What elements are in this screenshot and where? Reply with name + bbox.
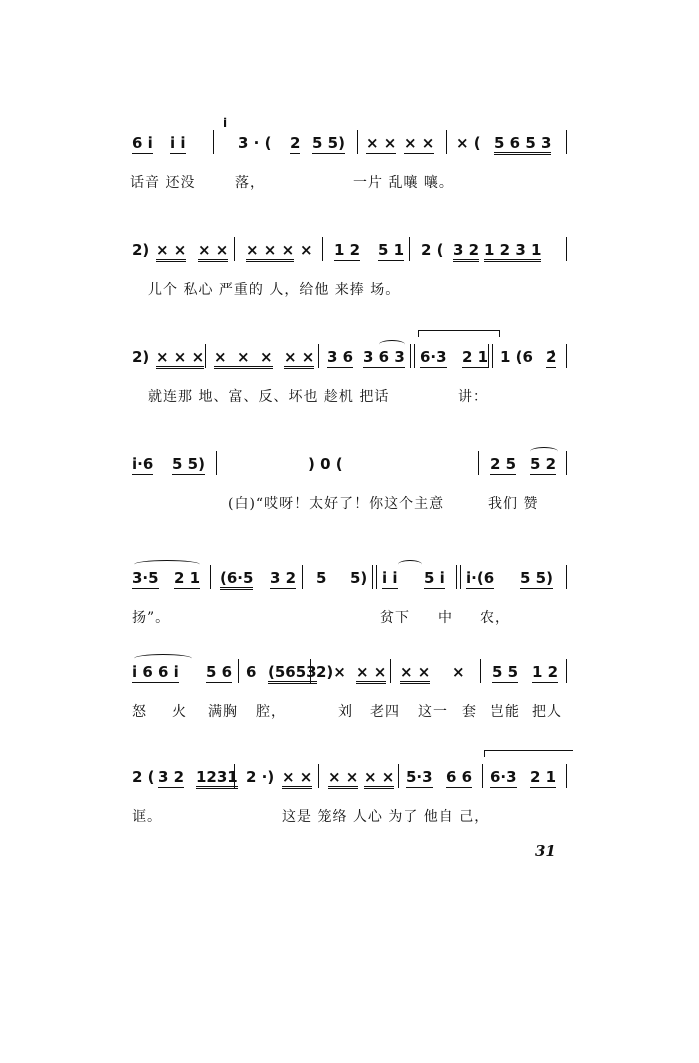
- note-group: 2)×: [316, 663, 346, 681]
- note-group: 6 i̇: [132, 134, 153, 152]
- barline: [210, 565, 211, 589]
- bracket-mark: [484, 750, 573, 757]
- note-group: 3 · (: [238, 134, 272, 152]
- barline: [216, 451, 217, 475]
- barline: [213, 130, 214, 154]
- lyric-text: 满胸: [208, 704, 238, 720]
- barline: [566, 237, 567, 261]
- lyric-text: 把人: [532, 704, 562, 720]
- note-group: i̇·6: [132, 455, 154, 473]
- note-group: 6·3: [490, 768, 517, 786]
- barline: [410, 344, 415, 368]
- note-group: ×: [452, 663, 465, 681]
- barline: [446, 130, 447, 154]
- barline: [372, 565, 377, 589]
- note-group: 2 ·): [246, 768, 275, 786]
- lyric-text: 中: [438, 610, 453, 626]
- note-group: 3 2: [158, 768, 185, 786]
- slur-mark: [379, 340, 405, 349]
- note-group: × ×: [198, 241, 228, 262]
- lyric-text: 农，: [480, 610, 510, 626]
- barline: [205, 344, 206, 368]
- lyric-text: 岂能: [490, 704, 520, 720]
- barline: [480, 659, 481, 683]
- notation-line-4: [0, 449, 699, 479]
- note-group: × ×: [364, 768, 394, 789]
- note-group: 2 (: [421, 241, 444, 259]
- slur-mark: [134, 560, 200, 569]
- note-group: 5 5): [312, 134, 345, 152]
- note-group: 6: [246, 663, 257, 681]
- note-group: 5): [350, 569, 368, 587]
- barline: [238, 659, 239, 683]
- note-group: 1231: [196, 768, 238, 789]
- barline: [234, 237, 235, 261]
- note-group: 5: [316, 569, 327, 587]
- barline: [482, 764, 483, 788]
- note-group: × × ×: [156, 348, 204, 369]
- barline: [409, 237, 410, 261]
- note-group: 2): [132, 241, 150, 259]
- note-group: 5·3: [406, 768, 433, 786]
- lyric-text: 这一: [418, 704, 448, 720]
- note-group: × × ×: [246, 241, 294, 262]
- note-group: 3·5: [132, 569, 159, 587]
- note-group: × × ×: [214, 348, 273, 369]
- note-group: 6 6: [446, 768, 473, 786]
- note-group: 5 6: [206, 663, 233, 681]
- barline: [566, 451, 567, 475]
- barline: [310, 659, 311, 683]
- barline: [566, 565, 567, 589]
- note-group: 6·3: [420, 348, 447, 366]
- note-group: i̇·(6: [466, 569, 495, 587]
- barline: [566, 344, 567, 368]
- lyrics-line-4: [0, 493, 699, 517]
- note-group: 5 5): [520, 569, 553, 587]
- lyric-text: 怒: [132, 704, 147, 720]
- lyric-text: 就连那 地、富、反、坏也 趁机 把话: [148, 389, 390, 405]
- note-group: ) 0 (: [308, 455, 343, 473]
- lyrics-line-5: [0, 607, 699, 631]
- lyric-text: 我们 赞: [488, 496, 539, 512]
- note-group: (6·5: [220, 569, 253, 590]
- notation-line-2: [0, 235, 699, 265]
- lyric-text: 落，: [235, 175, 265, 191]
- lyric-text: 刘: [338, 704, 353, 720]
- notation-line-1: [0, 116, 699, 158]
- note-group: × ×: [284, 348, 314, 369]
- note-group: (5653: [268, 663, 317, 684]
- lyric-text: 一片 乱嚷 嚷。: [353, 175, 454, 191]
- lyric-text: 腔，: [256, 704, 286, 720]
- lyric-text: 老四: [370, 704, 400, 720]
- note-group: 5 2: [530, 455, 557, 473]
- lyric-text: 儿个 私心 严重的 人，给他 来捧 场。: [148, 282, 401, 298]
- note-group: 2: [290, 134, 301, 152]
- note-group: 5 i̇: [424, 569, 445, 587]
- note-group: × ×: [282, 768, 312, 789]
- note-group: 2 (: [132, 768, 155, 786]
- note-group: ×: [300, 241, 313, 259]
- note-group: 5 6 5 3: [494, 134, 551, 155]
- note-group: 3 2: [270, 569, 297, 587]
- note-group: 2̇: [546, 348, 557, 366]
- lyric-text: 火: [172, 704, 187, 720]
- barline: [478, 451, 479, 475]
- note-group: 1 2 3 1: [484, 241, 541, 262]
- note-group: × ×: [404, 134, 435, 152]
- note-group: 2 1: [174, 569, 201, 587]
- note-group: × ×: [356, 663, 386, 684]
- barline: [318, 764, 319, 788]
- note-group: 5 5: [492, 663, 519, 681]
- slur-mark: [134, 654, 192, 663]
- barline: [318, 344, 319, 368]
- note-group: 2 1: [530, 768, 557, 786]
- note-group: 5 5): [172, 455, 205, 473]
- note-group: i̇ i̇: [170, 134, 186, 152]
- note-group: 2): [132, 348, 150, 366]
- lyric-text: 套: [462, 704, 477, 720]
- lyric-text: 讲：: [458, 389, 488, 405]
- barline: [488, 344, 493, 368]
- lyrics-line-1: [0, 172, 699, 196]
- notation-line-3: [0, 342, 699, 372]
- bracket-mark: [418, 330, 500, 337]
- barline: [390, 659, 391, 683]
- grace-note: i̇: [223, 116, 228, 130]
- notation-line-7: [0, 762, 699, 792]
- note-group: × ×: [328, 768, 358, 789]
- note-group: × ×: [366, 134, 397, 152]
- note-group: 2 1: [462, 348, 489, 366]
- note-group: 5 1: [378, 241, 405, 259]
- barline: [302, 565, 303, 589]
- barline: [456, 565, 461, 589]
- note-group: 3 6 3: [363, 348, 405, 366]
- barline: [566, 764, 567, 788]
- lyric-text: 诓。: [132, 809, 162, 825]
- lyrics-line-7: [0, 806, 699, 830]
- note-group: i̇ i̇: [382, 569, 398, 587]
- barline: [398, 764, 399, 788]
- barline: [357, 130, 358, 154]
- note-group: 1 (6: [500, 348, 533, 366]
- note-group: i̇ 6 6 i̇: [132, 663, 179, 681]
- page-number: 31: [535, 842, 556, 860]
- barline: [234, 764, 235, 788]
- barline: [566, 659, 567, 683]
- note-group: × ×: [400, 663, 430, 684]
- note-group: 3 6: [327, 348, 354, 366]
- note-group: 3 2: [453, 241, 479, 262]
- notation-line-6: [0, 657, 699, 687]
- note-group: 2 5: [490, 455, 517, 473]
- barline: [322, 237, 323, 261]
- note-group: 1 2: [532, 663, 559, 681]
- note-group: × (: [456, 134, 481, 152]
- slur-mark: [398, 560, 422, 569]
- barline: [566, 130, 567, 154]
- lyric-text: 话音 还没: [130, 175, 196, 191]
- lyrics-line-6: [0, 701, 699, 725]
- slur-mark: [530, 447, 558, 456]
- notation-line-5: [0, 563, 699, 593]
- note-group: 1 2: [334, 241, 361, 259]
- lyrics-line-3: [0, 386, 699, 410]
- lyrics-line-2: [0, 279, 699, 303]
- lyric-text: 扬”。: [132, 610, 171, 626]
- lyric-text: (白)“哎呀！太好了！你这个主意: [228, 496, 445, 512]
- lyric-text: 贫下: [380, 610, 410, 626]
- lyric-text: 这是 笼络 人心 为了 他自 己，: [282, 809, 490, 825]
- note-group: × ×: [156, 241, 186, 262]
